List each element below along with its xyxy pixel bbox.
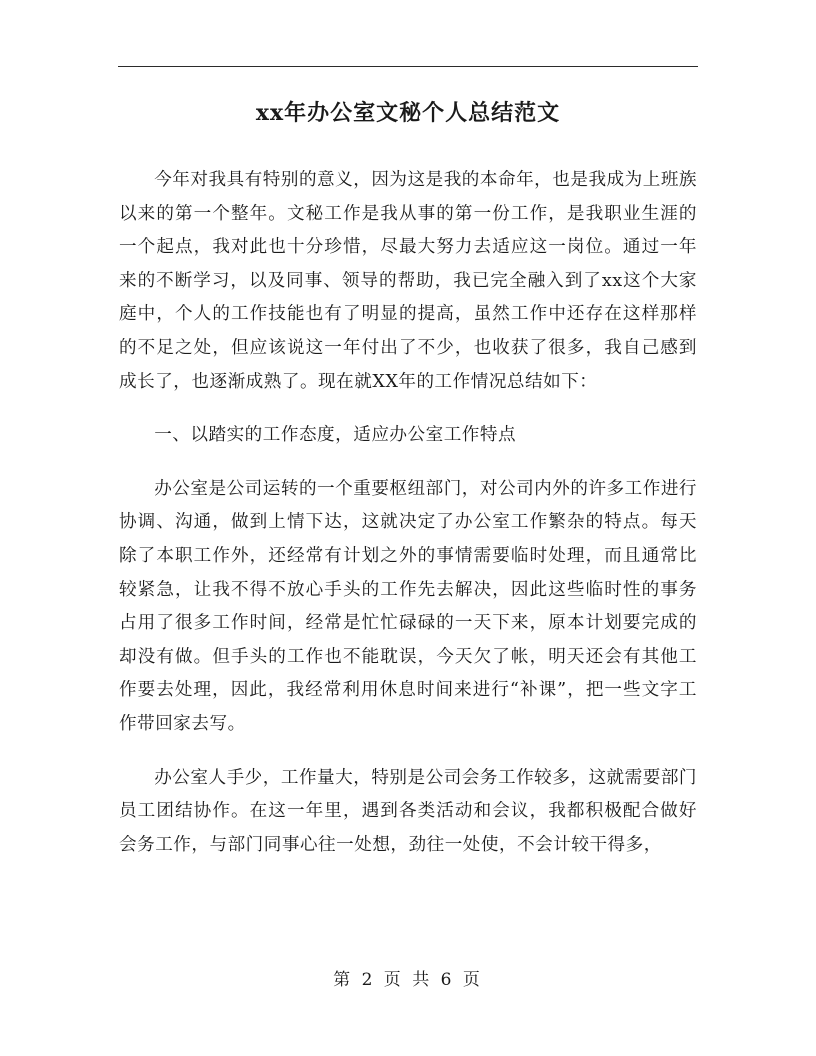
page-number-footer: 第 2 页 共 6 页 [333,970,483,990]
paragraph-intro: 今年对我具有特别的意义，因为这是我的本命年，也是我成为上班族以来的第一个整年。文秘工作是我从事的第一份工作，是我职业生涯的一个起点，我对此也十分珍惜，尽最大努力去适应这一岗位。通过一年来的不断学习，以及同事、领导的帮助，我已完全融入到了xx这个大家庭中，个人的工作技能也有了明显的提高，虽然工作中还存在这样那样的不足之处，但应该说这一年付出了不少，也收获了很多，我自己感到成长了，也逐渐成熟了。现在就XX年的工作情况总结如下： [119,170,698,392]
section-heading: 一、以踏实的工作态度，适应办公室工作特点 [154,425,517,446]
document-title: xx年办公室文秘个人总结范文 [255,100,561,126]
paragraph-office-role: 办公室是公司运转的一个重要枢纽部门，对公司内外的许多工作进行协调、沟通，做到上情下达，这就决定了办公室工作繁杂的特点。每天除了本职工作外，还经常有计划之外的事情需要临时处理，而且通常比较紧急，让我不得不放心手头的工作先去解决，因此这些临时性的事务占用了很多工作时间，经常是忙忙碌碌的一天下来，原本计划要完成的却没有做。但手头的工作也不能耽误，今天欠了帐，明天还会有其他工作要去处理，因此，我经常利用休息时间来进行“补课”，把一些文字工作带回家去写。 [119,478,698,734]
paragraph-teamwork: 办公室人手少，工作量大，特别是公司会务工作较多，这就需要部门员工团结协作。在这一年里，遇到各类活动和会议，我都积极配合做好会务工作，与部门同事心往一处想，劲往一处使，不会计较干得多， [119,767,698,855]
document-body [119,164,697,882]
header-rule [118,66,698,67]
